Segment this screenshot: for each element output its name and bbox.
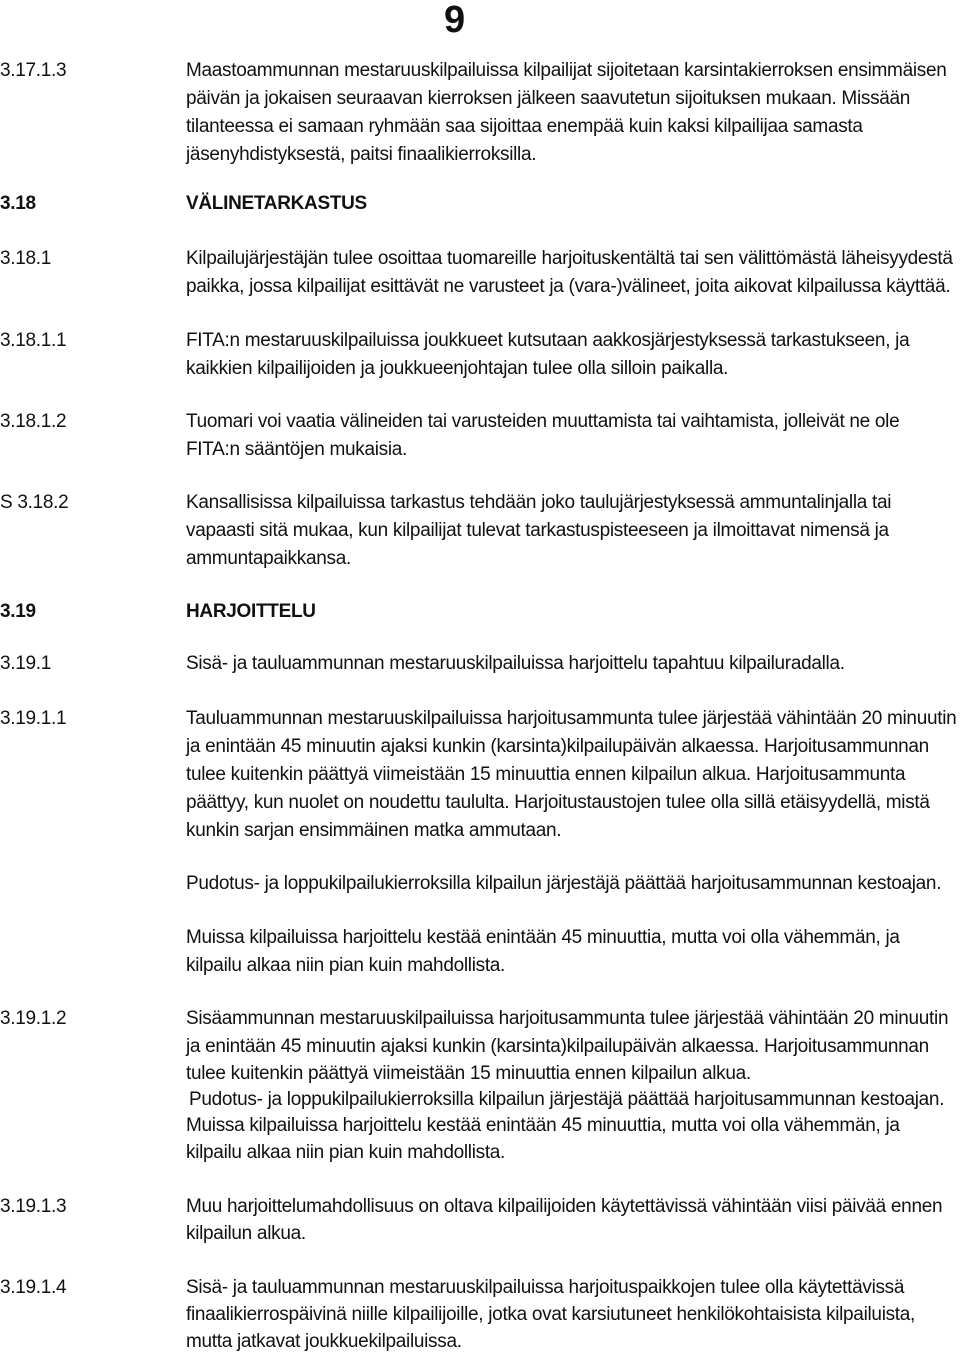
paragraph-line: Tuomari voi vaatia välineiden tai varusteiden muuttamista tai vaihtamista, jolleivät ne ole xyxy=(186,411,900,432)
paragraph-line: Sisä- ja tauluammunnan mestaruuskilpailuissa harjoittelu tapahtuu kilpailuradalla. xyxy=(186,653,845,674)
paragraph-line: Pudotus- ja loppukilpailukierroksilla kilpailun järjestäjä päättää harjoitusammunnan kestoajan. xyxy=(189,1089,945,1110)
paragraph-line: mutta jatkavat joukkuekilpailuissa. xyxy=(186,1331,462,1352)
section-number-s-3-18-2: S 3.18.2 xyxy=(0,492,69,513)
section-number-3-18-1: 3.18.1 xyxy=(0,248,52,269)
section-heading-valinetarkastus: VÄLINETARKASTUS xyxy=(186,193,367,214)
paragraph-line: kaikkien kilpailijoiden ja joukkueenjohtajan tulee olla silloin paikalla. xyxy=(186,358,729,379)
paragraph-line: Pudotus- ja loppukilpailukierroksilla kilpailun järjestäjä päättää harjoitusammunnan kestoajan. xyxy=(186,873,942,894)
page-number: 9 xyxy=(444,0,466,41)
paragraph-line: Maastoammunnan mestaruuskilpailuissa kilpailijat sijoitetaan karsintakierroksen ensimmäisen xyxy=(186,60,947,81)
paragraph-line: ja enintään 45 minuutin ajaksi kunkin (karsinta)kilpailupäivän alkaessa. Harjoitusammunnan xyxy=(186,736,929,757)
paragraph-line: jäsenyhdistyksestä, paitsi finaalikierroksilla. xyxy=(186,144,537,165)
section-number-3-19-1-4: 3.19.1.4 xyxy=(0,1277,67,1298)
section-heading-harjoittelu: HARJOITTELU xyxy=(186,601,316,622)
section-number-3-19-1-2: 3.19.1.2 xyxy=(0,1008,67,1029)
paragraph-line: kilpailun alkua. xyxy=(186,1223,306,1244)
paragraph-line: Kansallisissa kilpailuissa tarkastus tehdään joko taulujärjestyksessä ammuntalinjalla tai xyxy=(186,492,892,513)
section-number-3-18-1-2: 3.18.1.2 xyxy=(0,411,67,432)
paragraph-line: finaalikierrospäivinä niille kilpailijoille, jotka ovat karsiutuneet henkilökohtaisista kilpailuista, xyxy=(186,1304,916,1325)
section-number-3-19: 3.19 xyxy=(0,601,36,622)
paragraph-line: kilpailu alkaa niin pian kuin mahdollista. xyxy=(186,955,506,976)
paragraph-line: tilanteessa ei samaan ryhmään saa sijoittaa enempää kuin kaksi kilpailijaa samasta xyxy=(186,116,863,137)
paragraph-line: päättyy, kun nuolet on noudettu taululta. Harjoitustaustojen tulee olla sillä etäisyydellä, mistä xyxy=(186,792,930,813)
paragraph-line: Sisä- ja tauluammunnan mestaruuskilpailuissa harjoituspaikkojen tulee olla käytettävissä xyxy=(186,1277,905,1298)
paragraph-line: kilpailu alkaa niin pian kuin mahdollista. xyxy=(186,1142,506,1163)
paragraph-line: paikka, jossa kilpailijat esittävät ne varusteet ja (vara-)välineet, joita aikovat kilpailussa käyttää. xyxy=(186,276,951,297)
paragraph-line: päivän ja jokaisen seuraavan kierroksen jälkeen saavutetun sijoituksen mukaan. Missään xyxy=(186,88,911,109)
paragraph-line: vapaasti sitä mukaa, kun kilpailijat tulevat tarkastuspisteeseen ja ilmoittavat nimensä ja xyxy=(186,520,889,541)
section-number-3-19-1-3: 3.19.1.3 xyxy=(0,1196,67,1217)
paragraph-line: tulee kuitenkin päättyä viimeistään 15 minuuttia ennen kilpailun alkua. Harjoitusammunta xyxy=(186,764,906,785)
section-number-3-19-1: 3.19.1 xyxy=(0,653,52,674)
section-number-3-19-1-1: 3.19.1.1 xyxy=(0,708,67,729)
paragraph-line: ja enintään 45 minuutin ajaksi kunkin (karsinta)kilpailupäivän alkaessa. Harjoitusammunnan xyxy=(186,1036,929,1057)
paragraph-line: Muissa kilpailuissa harjoittelu kestää enintään 45 minuuttia, mutta voi olla vähemmän, ja xyxy=(186,1115,900,1136)
paragraph-line: tulee kuitenkin päättyä viimeistään 15 minuuttia ennen kilpailun alkua. xyxy=(186,1063,751,1084)
paragraph-line: FITA:n sääntöjen mukaisia. xyxy=(186,439,408,460)
paragraph-line: FITA:n mestaruuskilpailuissa joukkueet kutsutaan aakkosjärjestyksessä tarkastukseen, ja xyxy=(186,330,910,351)
paragraph-line: kunkin sarjan ensimmäinen matka ammutaan. xyxy=(186,820,562,841)
paragraph-line: ammuntapaikkansa. xyxy=(186,548,351,569)
section-number-3-18-1-1: 3.18.1.1 xyxy=(0,330,67,351)
paragraph-line: Kilpailujärjestäjän tulee osoittaa tuomareille harjoituskentältä tai sen välittömästä läheisyydestä xyxy=(186,248,953,269)
section-number-3-18: 3.18 xyxy=(0,193,36,214)
paragraph-line: Muu harjoittelumahdollisuus on oltava kilpailijoiden käytettävissä vähintään viisi päivää ennen xyxy=(186,1196,943,1217)
paragraph-line: Muissa kilpailuissa harjoittelu kestää enintään 45 minuuttia, mutta voi olla vähemmän, ja xyxy=(186,927,900,948)
paragraph-line: Tauluammunnan mestaruuskilpailuissa harjoitusammunta tulee järjestää vähintään 20 minuutin xyxy=(186,708,957,729)
section-number-3-17-1-3: 3.17.1.3 xyxy=(0,60,67,81)
paragraph-line: Sisäammunnan mestaruuskilpailuissa harjoitusammunta tulee järjestää vähintään 20 minuutin xyxy=(186,1008,949,1029)
